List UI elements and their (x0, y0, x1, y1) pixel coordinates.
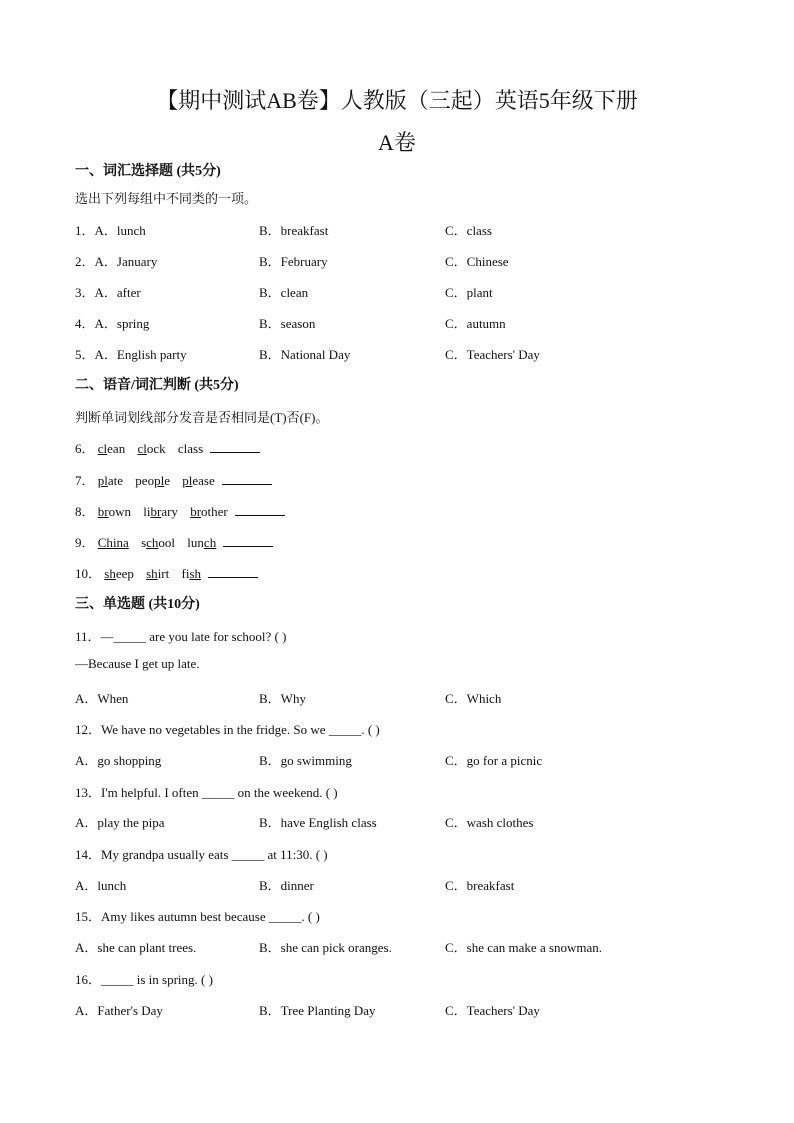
question-number: 3． (75, 285, 95, 300)
answer-blank[interactable] (210, 440, 260, 453)
word: shirt (146, 566, 170, 581)
word: class (177, 441, 204, 456)
page-title: 【期中测试AB卷】人教版（三起）英语5年级下册 (156, 88, 638, 113)
question-number: 6． (75, 441, 95, 456)
word: fish (181, 566, 202, 581)
option-b[interactable]: B．breakfast (259, 223, 329, 238)
question-stem: 16．_____ is in spring. ( ) (75, 972, 213, 987)
word: brown (97, 504, 131, 519)
page-subtitle: A卷 (378, 130, 416, 155)
option-b[interactable]: B．have English class (259, 815, 377, 830)
question-stem: 14．My grandpa usually eats _____ at 11:30. ( ) (75, 847, 328, 862)
question-number: 2． (75, 254, 95, 269)
option-c[interactable]: C．wash clothes (445, 815, 534, 830)
question-number: 8． (75, 504, 95, 519)
section-2-heading: 二、语音/词汇判断 (共5分) (75, 378, 239, 393)
option-b[interactable]: B．Why (259, 691, 306, 706)
option-b[interactable]: B．clean (259, 285, 309, 300)
question-number: 4． (75, 316, 95, 331)
option-b[interactable]: B．February (259, 254, 328, 269)
option-c[interactable]: C．plant (445, 285, 493, 300)
option-a-label: A．lunch (94, 223, 146, 238)
word: lunch (187, 535, 217, 550)
option-c[interactable]: C．Teachers' Day (445, 1003, 540, 1018)
option-a-label: A．January (94, 254, 158, 269)
option-a[interactable] (75, 313, 149, 332)
phonics-question-9 (75, 532, 273, 551)
question-stem: 13．I'm helpful. I often _____ on the weekend. ( ) (75, 785, 338, 800)
question-number: 10． (75, 566, 102, 581)
word: plate (97, 473, 124, 488)
phonics-question-8 (75, 501, 285, 520)
answer-blank[interactable] (235, 503, 285, 516)
answer-blank[interactable] (223, 534, 273, 547)
option-a[interactable] (75, 220, 146, 239)
option-c[interactable]: C．go for a picnic (445, 753, 543, 768)
word: clean (97, 441, 126, 456)
option-a[interactable]: A．Father's Day (75, 1003, 163, 1018)
option-a[interactable] (75, 282, 141, 301)
option-a-label: A．spring (94, 316, 150, 331)
option-a[interactable] (75, 251, 157, 270)
question-stem: 12．We have no vegetables in the fridge. So we _____. ( ) (75, 722, 380, 737)
word: clock (137, 441, 166, 456)
section-3-heading: 三、单选题 (共10分) (75, 597, 200, 612)
phonics-question-10 (75, 563, 258, 582)
option-c[interactable]: C．Chinese (445, 254, 509, 269)
word: people (135, 473, 170, 488)
option-c[interactable]: C．autumn (445, 316, 506, 331)
section-1-instruction: 选出下列每组中不同类的一项。 (75, 191, 258, 206)
word: sheep (104, 566, 134, 581)
answer-blank[interactable] (222, 472, 272, 485)
option-b[interactable]: B．go swimming (259, 753, 352, 768)
question-stem: 11．—_____ are you late for school? ( ) (75, 629, 287, 644)
option-a[interactable]: A．When (75, 691, 129, 706)
option-b[interactable]: B．she can pick oranges. (259, 940, 392, 955)
word: China (97, 535, 129, 550)
word: school (141, 535, 176, 550)
word: please (182, 473, 215, 488)
option-c[interactable]: C．Which (445, 691, 502, 706)
option-a[interactable]: A．she can plant trees. (75, 940, 197, 955)
question-number: 7． (75, 473, 95, 488)
question-stem: 15．Amy likes autumn best because _____. ( ) (75, 909, 320, 924)
option-b[interactable]: B．dinner (259, 878, 314, 893)
option-a[interactable]: A．lunch (75, 878, 127, 893)
option-b[interactable]: B．season (259, 316, 316, 331)
option-b[interactable]: B．Tree Planting Day (259, 1003, 376, 1018)
word: library (143, 504, 178, 519)
answer-blank[interactable] (208, 565, 258, 578)
option-b[interactable]: B．National Day (259, 347, 351, 362)
question-number: 5． (75, 347, 95, 362)
phonics-question-7 (75, 470, 272, 489)
option-a[interactable] (75, 344, 187, 363)
option-c[interactable]: C．Teachers' Day (445, 347, 540, 362)
word: brother (190, 504, 228, 519)
option-a-label: A．English party (94, 347, 187, 362)
option-c[interactable]: C．breakfast (445, 878, 515, 893)
option-a-label: A．after (94, 285, 141, 300)
phonics-question-6 (75, 438, 260, 457)
option-a[interactable]: A．play the pipa (75, 815, 165, 830)
option-c[interactable]: C．she can make a snowman. (445, 940, 603, 955)
section-1-heading: 一、词汇选择题 (共5分) (75, 164, 221, 179)
option-a[interactable]: A．go shopping (75, 753, 162, 768)
question-number: 1． (75, 223, 95, 238)
question-number: 9． (75, 535, 95, 550)
question-answer-line: —Because I get up late. (75, 656, 200, 671)
section-2-instruction: 判断单词划线部分发音是否相同是(T)否(F)。 (75, 410, 329, 425)
option-c[interactable]: C．class (445, 223, 492, 238)
